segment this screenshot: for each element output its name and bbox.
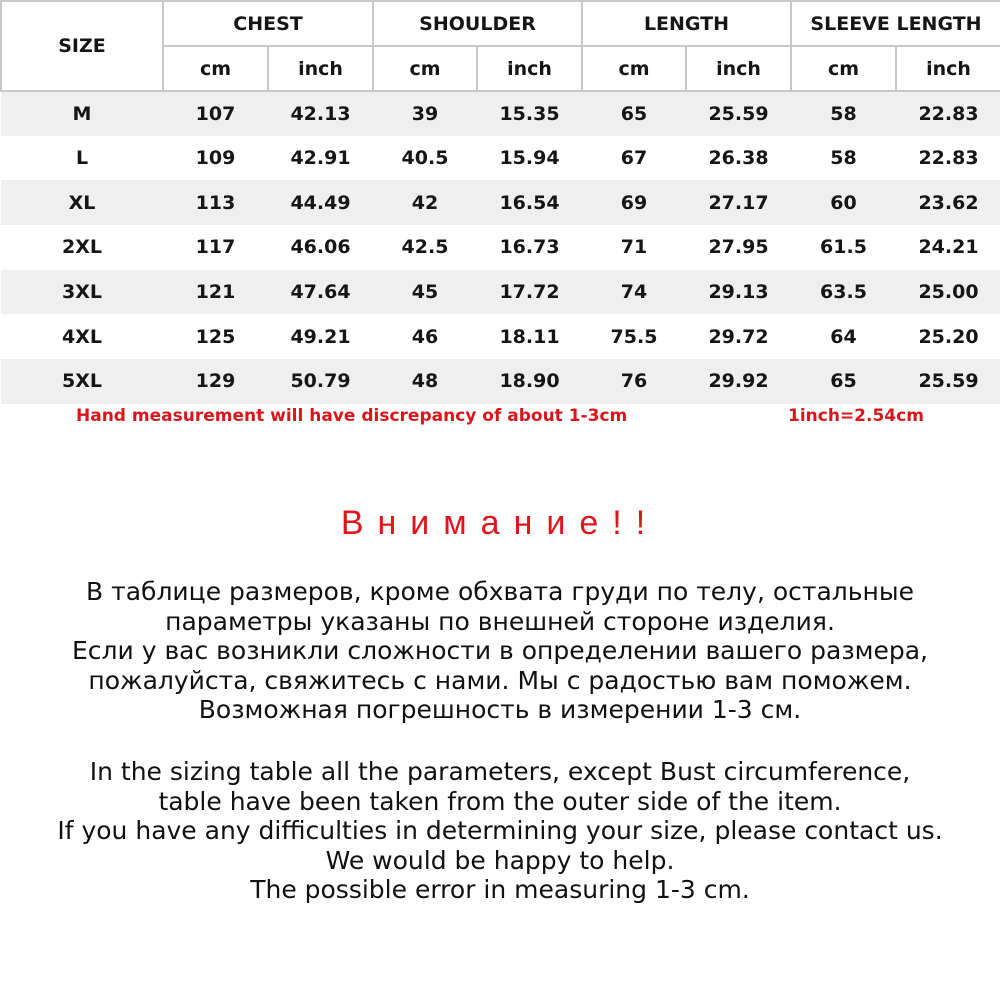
shoulder-inch-cell: 15.94 [477, 136, 582, 181]
length-cm-cell: 76 [582, 359, 686, 404]
sleeve-cm-cell: 63.5 [791, 270, 896, 315]
unit-header-inch: inch [268, 46, 373, 91]
chest-inch-cell: 47.64 [268, 270, 373, 315]
shoulder-inch-cell: 17.72 [477, 270, 582, 315]
size-cell: 5XL [1, 359, 163, 404]
size-cell: L [1, 136, 163, 181]
shoulder-cm-cell: 39 [373, 91, 477, 136]
length-cm-cell: 74 [582, 270, 686, 315]
size-cell: 3XL [1, 270, 163, 315]
conversion-note: 1inch=2.54cm [788, 406, 924, 426]
shoulder-inch-cell: 16.54 [477, 180, 582, 225]
length-cm-cell: 71 [582, 225, 686, 270]
english-notice [0, 757, 1000, 905]
sleeve-inch-cell: 22.83 [896, 136, 1000, 181]
unit-header-cm: cm [582, 46, 686, 91]
sleeve-inch-cell: 23.62 [896, 180, 1000, 225]
sleeve-cm-cell: 58 [791, 136, 896, 181]
length-inch-cell: 26.38 [686, 136, 791, 181]
shoulder-inch-cell: 15.35 [477, 91, 582, 136]
shoulder-cm-cell: 42.5 [373, 225, 477, 270]
length-inch-cell: 27.17 [686, 180, 791, 225]
length-cm-cell: 67 [582, 136, 686, 181]
length-inch-cell: 29.72 [686, 314, 791, 359]
length-inch-cell: 29.92 [686, 359, 791, 404]
russian-notice [0, 577, 1000, 725]
table-row [1, 225, 1000, 270]
chest-inch-cell: 44.49 [268, 180, 373, 225]
shoulder-inch-cell: 18.90 [477, 359, 582, 404]
english-line: table have been taken from the outer side of the item. [158, 786, 842, 816]
chest-cm-cell: 125 [163, 314, 268, 359]
sleeve-cm-cell: 65 [791, 359, 896, 404]
shoulder-group-header: SHOULDER [373, 1, 582, 46]
chest-cm-cell: 107 [163, 91, 268, 136]
length-cm-cell: 65 [582, 91, 686, 136]
sleeve-cm-cell: 64 [791, 314, 896, 359]
sleeve-cm-cell: 60 [791, 180, 896, 225]
table-row [1, 91, 1000, 136]
english-line: If you have any difficulties in determining your size, please contact us. [57, 816, 943, 845]
chest-cm-cell: 121 [163, 270, 268, 315]
english-line: We would be happy to help. [325, 845, 675, 875]
chest-inch-cell: 42.13 [268, 91, 373, 136]
attention-heading: Внимание!! [340, 504, 660, 542]
sleeve-inch-cell: 25.59 [896, 359, 1000, 404]
unit-header-inch: inch [686, 46, 791, 91]
shoulder-cm-cell: 48 [373, 359, 477, 404]
shoulder-cm-cell: 45 [373, 270, 477, 315]
sleeve-inch-cell: 24.21 [896, 225, 1000, 270]
discrepancy-note: Hand measurement will have discrepancy of about 1-3cm [76, 406, 628, 426]
sleeve-length-group-header: SLEEVE LENGTH [791, 1, 1000, 46]
length-group-header: LENGTH [582, 1, 791, 46]
shoulder-inch-cell: 16.73 [477, 225, 582, 270]
russian-line: Если у вас возникли сложности в определении вашего размера, [71, 636, 928, 665]
size-cell: 4XL [1, 314, 163, 359]
shoulder-cm-cell: 40.5 [373, 136, 477, 181]
length-cm-cell: 75.5 [582, 314, 686, 359]
table-row [1, 136, 1000, 181]
chest-cm-cell: 117 [163, 225, 268, 270]
size-cell: XL [1, 180, 163, 225]
table-row [1, 314, 1000, 359]
sleeve-inch-cell: 25.20 [896, 314, 1000, 359]
size-chart-table [0, 0, 1000, 404]
unit-header-cm: cm [373, 46, 477, 91]
length-inch-cell: 27.95 [686, 225, 791, 270]
unit-header-cm: cm [163, 46, 268, 91]
length-cm-cell: 69 [582, 180, 686, 225]
length-inch-cell: 25.59 [686, 91, 791, 136]
unit-header-inch: inch [477, 46, 582, 91]
shoulder-inch-cell: 18.11 [477, 314, 582, 359]
chest-inch-cell: 46.06 [268, 225, 373, 270]
length-inch-cell: 29.13 [686, 270, 791, 315]
sleeve-inch-cell: 25.00 [896, 270, 1000, 315]
chest-inch-cell: 49.21 [268, 314, 373, 359]
table-row [1, 359, 1000, 404]
table-row [1, 180, 1000, 225]
english-line: The possible error in measuring 1-3 cm. [250, 875, 750, 904]
chest-inch-cell: 50.79 [268, 359, 373, 404]
unit-header-inch: inch [896, 46, 1000, 91]
russian-line: В таблице размеров, кроме обхвата груди по телу, остальные [86, 577, 914, 606]
chest-cm-cell: 129 [163, 359, 268, 404]
table-row [1, 270, 1000, 315]
size-cell: M [1, 91, 163, 136]
chest-cm-cell: 109 [163, 136, 268, 181]
english-line: In the sizing table all the parameters, except Bust circumference, [89, 757, 911, 786]
unit-header-cm: cm [791, 46, 896, 91]
shoulder-cm-cell: 42 [373, 180, 477, 225]
russian-line: пожалуйста, свяжитесь с нами. Мы с радостью вам поможем. [88, 665, 912, 695]
sleeve-inch-cell: 22.83 [896, 91, 1000, 136]
sleeve-cm-cell: 61.5 [791, 225, 896, 270]
shoulder-cm-cell: 46 [373, 314, 477, 359]
chest-cm-cell: 113 [163, 180, 268, 225]
chest-group-header: CHEST [163, 1, 373, 46]
size-cell: 2XL [1, 225, 163, 270]
russian-line: Возможная погрешность в измерении 1-3 см. [198, 695, 802, 724]
russian-line: параметры указаны по внешней стороне изделия. [165, 606, 835, 636]
size-column-header: SIZE [1, 1, 163, 91]
chest-inch-cell: 42.91 [268, 136, 373, 181]
measurement-notes [0, 406, 1000, 434]
sleeve-cm-cell: 58 [791, 91, 896, 136]
